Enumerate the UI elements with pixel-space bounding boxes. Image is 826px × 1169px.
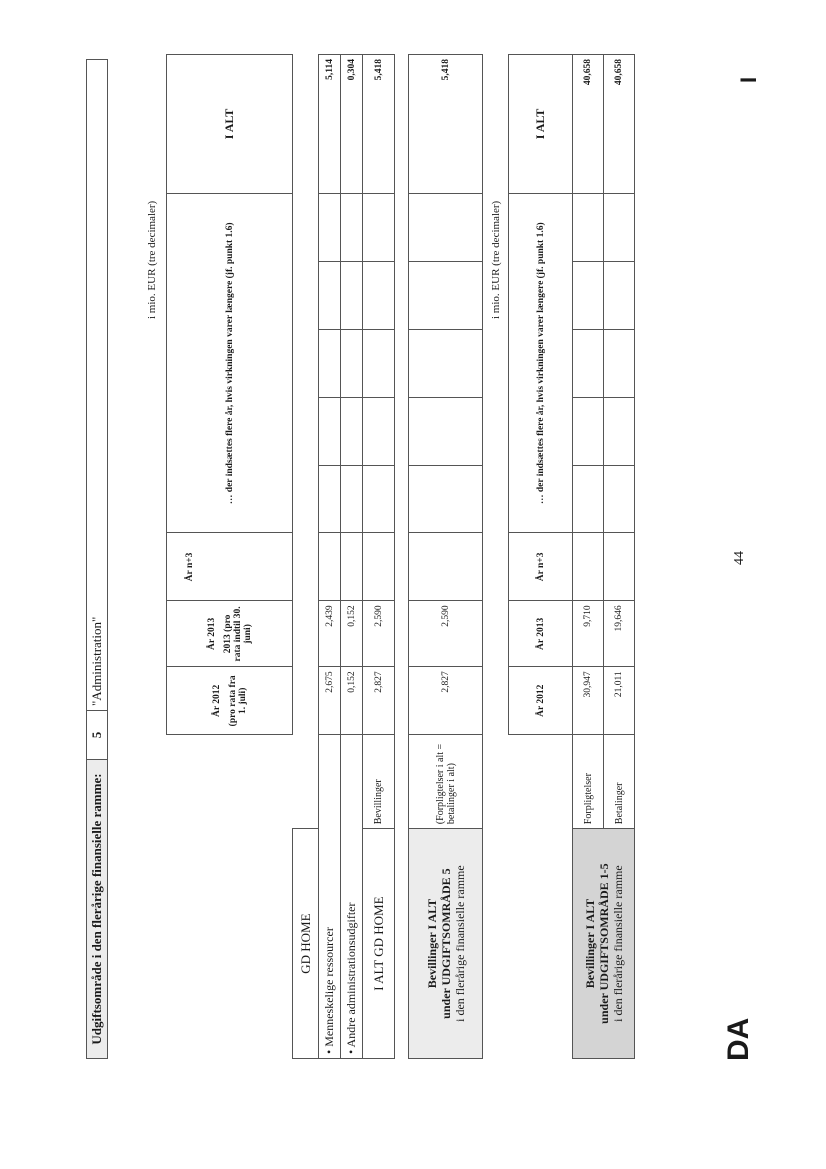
heading5-total-table <box>408 54 483 1059</box>
value-n3 <box>363 533 395 601</box>
value-total: 5,114 <box>319 55 341 194</box>
empty-cell <box>509 829 573 1059</box>
total-row <box>363 55 395 1059</box>
heading1-5-total-table <box>508 54 635 1059</box>
value-total: 0,304 <box>341 55 363 194</box>
row-sublabel: Bevillinger <box>363 735 395 829</box>
col-2013: År 2013 2013 (pro rata indtil 30. juni) <box>167 601 293 667</box>
value-2013: 2,439 <box>319 601 341 667</box>
col-2012: År 2012 (pro rata fra 1. juli) <box>167 667 293 735</box>
unit-note: i mio. EUR (tre decimaler) <box>146 200 158 319</box>
col-2013: År 2013 <box>509 601 573 667</box>
col-more: … der indsættes flere år, hvis virkningen varer længere (jf. punkt 1.6) <box>167 193 293 533</box>
col-2012: År 2012 <box>509 667 573 735</box>
heading1-5-total-label: Bevillinger I ALT under UDGIFTSOMRÅDE 1-5 i den flerårige finansielle ramme <box>573 829 635 1059</box>
table-row <box>341 55 363 1059</box>
value-2013: 2,590 <box>409 601 483 667</box>
value-total: 5,418 <box>409 55 483 194</box>
empty-cell <box>509 735 573 829</box>
row-sublabel: Betalinger <box>604 735 635 829</box>
col-total: I ALT <box>167 55 293 194</box>
value-n3 <box>604 533 635 601</box>
value-n3 <box>573 533 604 601</box>
row-sublabel: Forpligtelser <box>573 735 604 829</box>
value-n3 <box>341 533 363 601</box>
value-2013: 9,710 <box>573 601 604 667</box>
row-label: I ALT GD HOME <box>363 829 395 1059</box>
value-2012: 2,675 <box>319 667 341 735</box>
col-n3: År n+3 <box>509 533 573 601</box>
col-total: I ALT <box>509 55 573 194</box>
heading-label: Udgiftsområde i den flerårige finansielle ramme: <box>87 760 108 1059</box>
value-total: 40,658 <box>604 55 635 194</box>
value-2013: 0,152 <box>341 601 363 667</box>
value-n3 <box>319 533 341 601</box>
table-row <box>319 55 341 1059</box>
page-number: 44 <box>732 551 747 565</box>
col-more: … der indsættes flere år, hvis virkningen varer længere (jf. punkt 1.6) <box>509 193 573 533</box>
unit-note-2: i mio. EUR (tre decimaler) <box>490 200 502 319</box>
heading5-sublabel: (Forpligtelser i alt = betalinger i alt) <box>409 735 483 829</box>
value-n3 <box>409 533 483 601</box>
col-n3: År n+3 <box>167 533 293 601</box>
heading-table <box>86 59 108 1059</box>
value-2013: 2,590 <box>363 601 395 667</box>
empty-cell <box>293 735 319 829</box>
empty-cell <box>167 735 293 829</box>
table-row <box>573 55 604 1059</box>
section-gd-home: GD HOME <box>293 829 319 1059</box>
row-label: • Menneskelige ressourcer <box>319 735 341 1059</box>
empty-cell <box>167 829 293 1059</box>
value-total: 40,658 <box>573 55 604 194</box>
gd-home-table <box>166 54 395 1059</box>
heading-name: "Administration" <box>87 60 108 711</box>
value-2013: 19,646 <box>604 601 635 667</box>
language-code: DA <box>722 1017 755 1061</box>
edge-mark: I <box>736 76 761 83</box>
value-2012: 21,011 <box>604 667 635 735</box>
row-label: • Andre administrationsudgifter <box>341 735 363 1059</box>
value-2012: 30,947 <box>573 667 604 735</box>
heading5-total-label: Bevillinger I ALT under UDGIFTSOMRÅDE 5 i den flerårige finansielle ramme <box>409 829 483 1059</box>
value-2012: 2,827 <box>363 667 395 735</box>
value-2012: 2,827 <box>409 667 483 735</box>
value-2012: 0,152 <box>341 667 363 735</box>
heading-number: 5 <box>87 711 108 760</box>
value-total: 5,418 <box>363 55 395 194</box>
empty-cell <box>293 55 319 735</box>
